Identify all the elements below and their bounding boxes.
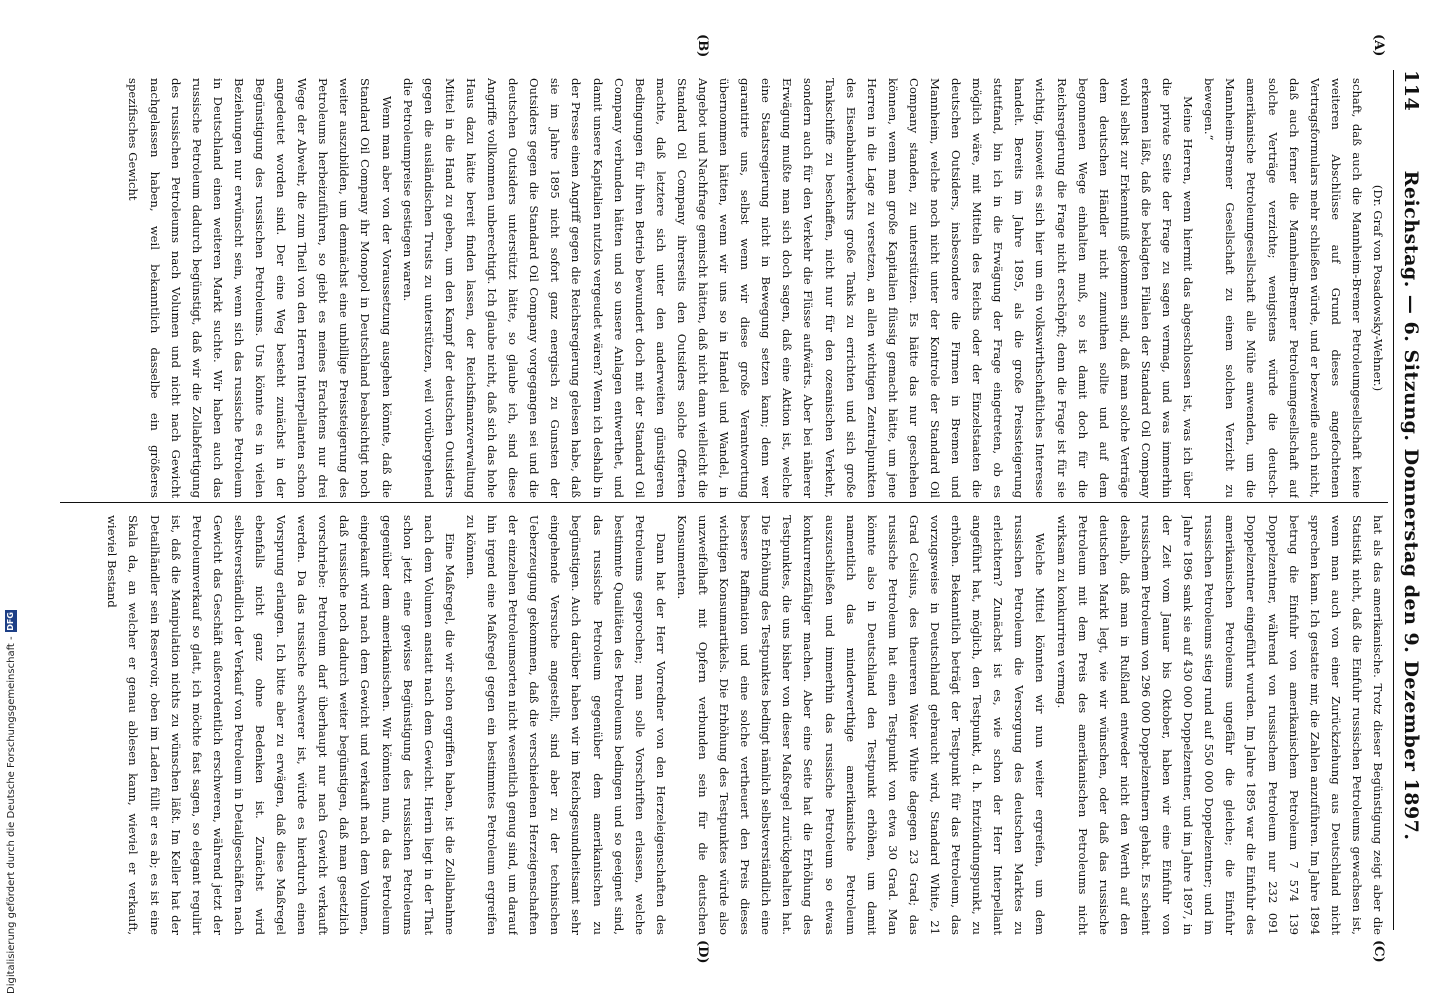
footer-strip-wrapper [0, 0, 22, 1000]
text-column-right [60, 515, 1388, 935]
margin-marker-a: (A) [1371, 34, 1386, 57]
page-header [1394, 70, 1428, 930]
paragraph: Dann hat der Herr Vorredner von den Herzeleigenschaften des Petroleums gesprochen; man solle Vorschriften erlassen, welche bestimmte Qualitäten des Petroleums bedingen und so geeignet sind, das russische Petroleum gegenüber dem amerikanischen zu begünstigen. Auch darüber haben wir im Reichsgesundheitsamt sehr eingehende Versuche angestellt, sind aber zu der technischen Ueberzeugung gekommen, daß die verschiedenen Herzeigenschaften der einzelnen Petroleumsorten nicht wesentlich genug sind, um darauf hin irgend eine Maßregel gegen ein bestimmtes Petroleum ergreifen zu können. [463, 515, 668, 935]
header-rule [1393, 70, 1394, 930]
margin-marker-c: (C) [1371, 940, 1386, 963]
paragraph: Eine Maßregel, die wir schon ergriffen haben, ist die Zollabnahme nach dem Volumen anstatt nach dem Gewicht. Hierin liegt in der That schon jetzt eine gewisse Begünstigung des russischen Petroleums gegenüber dem amerikanischen. Wir könnten nun, da das Petroleum eingekauft wird nach dem Gewicht und verkauft nach dem Volumen, daß russische noch dadurch weiter begünstigen, daß man gesetzlich vorschriebe: Petroleum darf überhaupt nur nach Gewicht verkauft werden. Da das russische schwerer ist, würde es hierdurch einen Vorsprung erlangen. Ich bitte aber zu erwägen, daß diese Maßregel ebenfalls nicht ganz ohne Bedenken ist. Zunächst wird selbstverständlich der Verkauf von Petroleum in Detailgeschäften nach Gewicht das Geschäft außerordentlich erschweren, während jetzt der Petroleumverkauf so glatt, ich möchte fast sagen, so elegant regulirt ist, daß die Manipulation nichts zu wünschen läßt. Im Keller hat der Detailhändler sein Reservoir, oben im Laden füllt er es ab; es ist eine Skala da, an welcher er genau ablesen kann, wieviel er verkauft, wieviel Bestand [105, 515, 457, 935]
paragraph: hat als das amerikanische. Trotz dieser Begünstigung zeigt aber die Statistik nicht, daß die Einfuhr russischen Petroleums gewachsen ist, wenn man auch von einer Zurückziehung aus Deutschland nicht sprechen kann. Ich gestatte mir, die Zahlen anzuführen. Im Jahre 1894 betrug die Einfuhr von amerikanischem Petroleum 7 574 139 Doppelzentner, während von russischem Petroleum nur 232 091 Doppelzentner eingeführt wurden. Im Jahre 1895 war die Einfuhr des amerikanischen Petroleums ungefähr die gleiche; die Einfuhr russischen Petroleums stieg rund auf 550 000 Doppelzentner; und im Jahre 1896 sank sie auf 430 000 Doppelzentner, und im Jahre 1897, in der Zeit vom Januar bis Oktober, haben wir eine Einfuhr von russischem Petroleum von 296 000 Doppelzentnern gehabt. Es scheint deshalb, daß man in Rußland entweder nicht den Werth auf den deutschen Markt legt, wie wir wünschen, oder daß das russische Petroleum mit dem Preis des amerikanischen Petroleums nicht wirksam zu konkurriren vermag. [1054, 515, 1385, 935]
credit-text: Digitalisierung gefördert durch die Deutsche Forschungsgemeinschaft - [5, 636, 17, 994]
margin-marker-b: (B) [695, 34, 710, 58]
paragraph: schaft, daß auch die Mannheim-Bremer Petroleumgesellschaft keine weiteren Abschlüsse auf Grund dieses angefochtenen Vertragsformulars mehr schließen würde, und er bezweifle auch nicht, daß auch ferner die Mannheim-Bremer Petroleumgesellschaft auf solche Verträge verzichte; wenigstens würde die deutsch-amerikanische Petroleumgesellschaft alle Mühe anwenden, um die Mannheim-Bremer Gesellschaft zu einem solchen Verzicht zu bewegen.“ [1202, 78, 1364, 498]
text-column-left [60, 78, 1388, 498]
page-title: Reichstag. — 6. Sitzung. Donnerstag den 9. Dezember 1897. [1400, 170, 1422, 841]
digitization-credit [0, 0, 22, 1000]
column-divider [60, 502, 1388, 503]
margin-marker-d: (D) [695, 940, 710, 964]
speaker-label: (Dr. Graf von Posadowsky-Wehner.) [1371, 184, 1385, 392]
page-number: 114 [1400, 70, 1422, 112]
paragraph: Welche Mittel könnten wir nun weiter ergreifen, um dem russischen Petroleum die Versorgung des deutschen Marktes zu erleichtern? Zunächst ist es, wie schon der Herr Interpellant angeführt hat, möglich, den Testpunkt, d. h. Entzündungspunkt, zu erhöhen. Bekanntlich beträgt der Testpunkt für das Petroleum, das vorzugsweise in Deutschland gebraucht wird, Standard White, 21 Grad Celsius, des theureren Water White dagegen 23 Grad; das russische Petroleum hat einen Testpunkt von etwa 30 Grad. Man könnte also in Deutschland den Testpunkt erhöhen, um damit namentlich das minderwerthige amerikanische Petroleum auszuschließen und immerhin das russische Petroleum so etwas konkurrenzfähiger machen. Aber eine Seite hat die Erhöhung des Testpunktes, die uns bisher von dieser Maßregel zurückgehalten hat. Die Erhöhung des Testpunktes bedingt nämlich selbstverständlich eine bessere Raffination und eine solche vertheuert den Preis dieses wichtigen Konsumartikels. Die Erhöhung des Testpunktes würde also unzweifelhaft mit Opfern verbunden sein für die deutschen Konsumenten. [674, 515, 1048, 935]
paragraph: Meine Herren, wenn hiermit das abgeschlossen ist, was ich über die private Seite der Frage zu sagen vermag, und was immerhin erkennen läßt, daß die beklagten Filialen der Standard Oil Company wohl selbst zur Erkenntniß gekommen sind, daß man solche Verträge dem deutschen Händler nicht zumuthen sollte und auf dem begonnenen Wege einhalten muß, so ist damit doch für die Reichsregierung die Frage nicht erschöpft; denn die Frage ist für sie wichtig, insoweit es sich hier um ein volkswirthschaftliches Interesse handelt. Bereits im Jahre 1895, als die große Preissteigerung stattfand, bin ich in die Erwägung der Frage eingetreten, ob es möglich wäre, mit Mitteln des Reichs oder der Einzelstaaten die deutschen Outsiders, insbesondere die Firmen in Bremen und Mannheim, welche noch nicht unter der Kontrole der Standard Oil Company standen, zu unterstützen. Es hätte das nur geschehen können, wenn man große Kapitalien flüssig gemacht hätte, um jene Herren in die Lage zu versetzen, an allen wichtigen Zentralpunkten des Eisenbahnverkehrs große Tanks zu errichten und sich große Tankschiffe zu beschaffen, nicht nur für den ozeanischen Verkehr, sondern auch für den Verkehr die Flüsse aufwärts. Aber bei näherer Erwägung mußte man sich doch sagen, daß eine Aktion ist, welche eine Staatsregierung nicht in Bewegung setzen kann; denn wer garantirte uns, selbst wenn wir diese große Verantwortung übernommen hätten, wenn wir uns so in Handel und Wandel, in Angebot und Nachfrage gemischt hätten, daß nicht dann vielleicht die Standard Oil Company ihrerseits den Outsiders solche Offerten machte, daß letztere sich unter den anderweiten günstigeren Bedingungen für ihren Betrieb bewundert doch mit der Standard Oil Company verbunden hätten und so unsere Anlagen entwerthet, und damit unsere Kapitalien nutzlos vergeudet wären? Wenn ich deshalb in der Presse einen Angriff gegen die Reichsregierung gelesen habe, daß sie im Jahre 1895 nicht sofort ganz energisch zu Gunsten der Outsiders gegen die Standard Oil Company vorgegangen sei und die deutschen Outsiders unterstützt hätte, so glaube ich, sind diese Angriffe vollkommen unberechtigt. Ich glaube nicht, daß sich das hohe Haus dazu hätte bereit finden lassen, der Reichsfinanzverwaltung Mittel in die Hand zu geben, um den Kampf der deutschen Outsiders gegen die ausländischen Trusts zu unterstützen, weil vorübergehend die Petroleumpreise gestiegen waren. [400, 78, 1196, 498]
dfg-logo: DFG [6, 612, 15, 631]
paragraph: Wenn man aber von der Voraussetzung ausgehen könnte, daß die Standard Oil Company ihr Monopol in Deutschland beabsichtigt noch weiter auszubilden, um demnächst eine unbillige Preissteigerung des Petroleums herbeizuführen, so giebt es meines Erachtens nur drei Wege der Abwehr, die zum Theil von den Herren Interpellanten schon angedeutet worden sind. Der eine Weg besteht zunächst in der Begünstigung des russischen Petroleums. Uns könnte es in vielen Beziehungen nur erwünscht sein, wenn sich das russische Petroleum in Deutschland einen weiteren Markt suchte. Wir haben auch das russische Petroleum dadurch begünstigt, daß wir die Zollabfertigung des russischen Petroleums nach Volumen und nicht nach Gewicht nachgelassen haben, weil bekanntlich dasselbe ein größeres spezifisches Gewicht [126, 78, 394, 498]
